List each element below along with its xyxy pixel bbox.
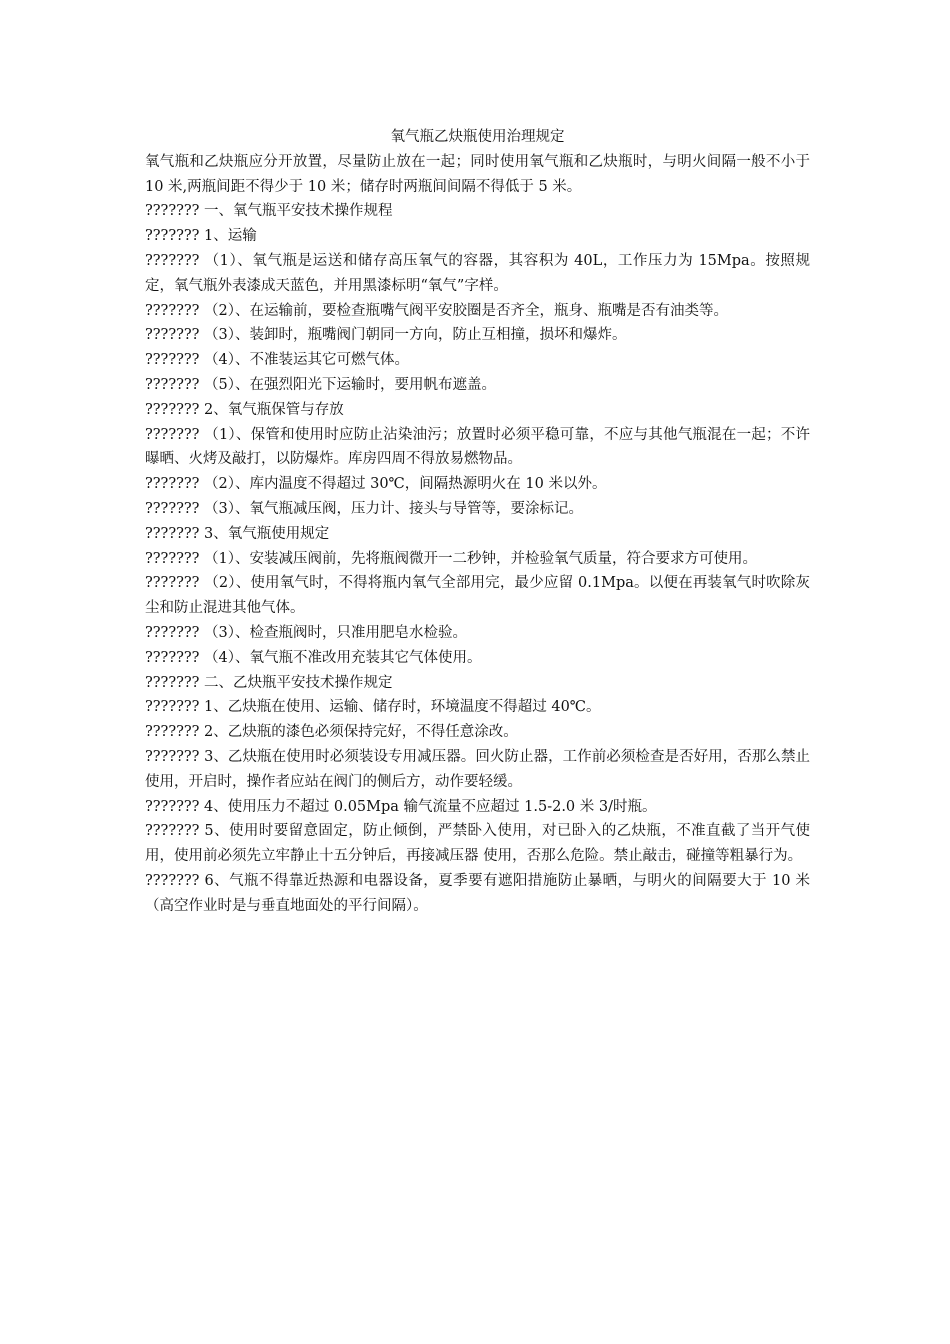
- paragraph: ??????? （2）、库内温度不得超过 30℃，间隔热源明火在 10 米以外。: [145, 476, 607, 493]
- section-heading: ??????? 一、氧气瓶平安技术操作规程: [145, 203, 393, 220]
- document-body: [145, 125, 810, 919]
- paragraph: ??????? （2）、使用氧气时，不得将瓶内氧气全部用完，最少应留 0.1Mpa。以便在再装氧气时吹除灰尘和防止混进其他气体。: [145, 575, 810, 617]
- paragraph: ??????? （4）、氧气瓶不准改用充装其它气体使用。: [145, 649, 482, 666]
- paragraph: ??????? （1）、安装减压阀前，先将瓶阀微开一二秒钟，并检验氧气质量，符合要求方可使用。: [145, 550, 757, 567]
- paragraph: 氧气瓶和乙炔瓶应分开放置，尽量防止放在一起；同时使用氧气瓶和乙炔瓶时，与明火间隔一般不小于 10 米,两瓶间距不得少于 10 米；储存时两瓶间间隔不得低于 5 米。: [145, 153, 810, 195]
- paragraph: ??????? （5）、在强烈阳光下运输时，要用帆布遮盖。: [145, 376, 497, 393]
- paragraph: ??????? （3）、检查瓶阀时，只准用肥皂水检验。: [145, 624, 468, 641]
- paragraph: ??????? （1）、氧气瓶是运送和储存高压氧气的容器，其容积为 40L，工作压力为 15Mpa。按照规定，氧气瓶外表漆成天蓝色，并用黑漆标明“氧气”字样。: [145, 252, 810, 294]
- paragraph: ??????? 2、乙炔瓶的漆色必须保持完好，不得任意涂改。: [145, 724, 518, 741]
- paragraph: ??????? 6、气瓶不得靠近热源和电器设备，夏季要有遮阳措施防止暴晒，与明火的间隔要大于 10 米（高空作业时是与垂直地面处的平行间隔）。: [145, 872, 810, 914]
- subsection-heading: ??????? 3、氧气瓶使用规定: [145, 525, 330, 542]
- subsection-heading: ??????? 1、运输: [145, 228, 257, 245]
- paragraph: ??????? （3）、氧气瓶减压阀，压力计、接头与导管等，要涂标记。: [145, 500, 583, 517]
- paragraph: ??????? （2）、在运输前，要检查瓶嘴气阀平安胶圈是否齐全，瓶身、瓶嘴是否有油类等。: [145, 302, 728, 319]
- paragraph: ??????? （3）、装卸时，瓶嘴阀门朝同一方向，防止互相撞，损坏和爆炸。: [145, 327, 627, 344]
- paragraph: ??????? （1）、保管和使用时应防止沾染油污；放置时必须平稳可靠，不应与其他气瓶混在一起；不许曝晒、火烤及敲打，以防爆炸。库房四周不得放易燃物品。: [145, 426, 810, 468]
- paragraph: ??????? 4、使用压力不超过 0.05Mpa 输气流量不应超过 1.5-2.0 米 3/时瓶。: [145, 798, 657, 815]
- paragraph: ??????? 5、使用时要留意固定，防止倾倒，严禁卧入使用，对已卧入的乙炔瓶，不准直截了当开气使用，使用前必须先立牢静止十五分钟后，再接减压器 使用，否那么危险。禁止敲击，碰撞等粗暴行为。: [145, 823, 810, 865]
- paragraph: ??????? 3、乙炔瓶在使用时必须装设专用减压器。回火防止器，工作前必须检查是否好用，否那么禁止使用，开启时，操作者应站在阀门的侧后方，动作要轻缓。: [145, 748, 810, 790]
- paragraph: ??????? （4）、不准装运其它可燃气体。: [145, 352, 410, 369]
- subsection-heading: ??????? 2、氧气瓶保管与存放: [145, 401, 344, 418]
- section-heading: ??????? 二、乙炔瓶平安技术操作规定: [145, 674, 393, 691]
- document-title: 氧气瓶乙炔瓶使用治理规定: [390, 129, 565, 145]
- paragraph: ??????? 1、乙炔瓶在使用、运输、储存时，环境温度不得超过 40℃。: [145, 699, 601, 716]
